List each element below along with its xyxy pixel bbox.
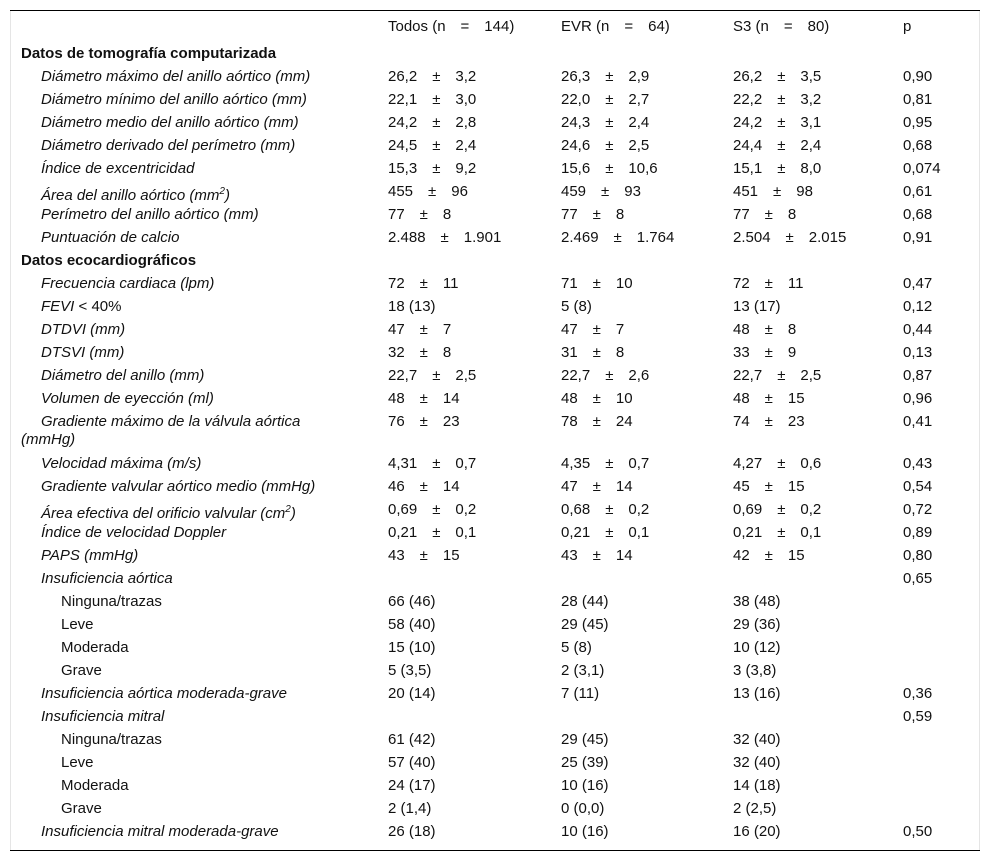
row-label: Índice de velocidad Doppler — [41, 524, 227, 541]
value-evr: 24,6 ± 2,5 — [561, 137, 650, 154]
value-all: 18 (13) — [388, 298, 436, 315]
value-all: 76 ± 23 — [388, 413, 460, 430]
table-row — [17, 68, 975, 91]
value-evr: 5 (8) — [561, 298, 592, 315]
value-evr: 28 (44) — [561, 593, 609, 610]
value-p: 0,95 — [903, 114, 933, 131]
value-all: 48 ± 14 — [388, 390, 460, 407]
value-s3: 77 ± 8 — [733, 206, 797, 223]
table-row — [17, 547, 975, 570]
value-p — [903, 800, 975, 823]
value-all: 0,69 ± 0,2 — [388, 501, 477, 518]
row-label-end: < 40% — [74, 298, 122, 315]
header-evr: EVR (n = 64) — [561, 18, 670, 35]
value-all: 24,2 ± 2,8 — [388, 114, 477, 131]
value-s3: 38 (48) — [733, 593, 781, 610]
table-row — [17, 685, 975, 708]
value-all: 26 (18) — [388, 823, 436, 840]
value-s3: 26,2 ± 3,5 — [733, 68, 822, 85]
value-s3: 24,4 ± 2,4 — [733, 137, 822, 154]
row-label: Diámetro máximo del anillo aórtico (mm) — [41, 68, 311, 85]
value-evr: 2 (3,1) — [561, 662, 605, 679]
value-s3 — [733, 570, 903, 593]
row-sublabel: Ninguna/trazas — [61, 593, 162, 610]
value-all: 15,3 ± 9,2 — [388, 160, 477, 177]
header-all: Todos (n = 144) — [388, 18, 515, 35]
row-label: Insuficiencia mitral moderada-grave — [41, 823, 279, 840]
bottom-rule — [10, 850, 980, 851]
row-label: Gradiente valvular aórtico medio (mmHg) — [41, 478, 316, 495]
top-rule — [10, 10, 980, 11]
left-border — [10, 11, 11, 850]
value-evr: 71 ± 10 — [561, 275, 633, 292]
row-label-main: Área efectiva del orificio valvular (cm — [41, 505, 286, 522]
value-p: 0,65 — [903, 570, 933, 587]
value-evr: 26,3 ± 2,9 — [561, 68, 650, 85]
value-s3: 22,7 ± 2,5 — [733, 367, 822, 384]
value-evr: 5 (8) — [561, 639, 592, 656]
value-s3: 13 (17) — [733, 298, 781, 315]
value-all — [388, 708, 561, 731]
value-s3: 10 (12) — [733, 639, 781, 656]
row-sublabel: Ninguna/trazas — [61, 731, 162, 748]
value-p: 0,074 — [903, 160, 941, 177]
table-row — [17, 390, 975, 413]
value-s3: 33 ± 9 — [733, 344, 797, 361]
value-evr: 2.469 ± 1.764 — [561, 229, 675, 246]
table-row — [17, 501, 975, 524]
value-all: 2.488 ± 1.901 — [388, 229, 502, 246]
row-label-superscript: 2 — [285, 504, 291, 515]
value-evr: 7 (11) — [561, 685, 600, 702]
value-p: 0,68 — [903, 137, 933, 154]
value-p: 0,41 — [903, 413, 933, 430]
table-row — [17, 229, 975, 252]
table-row — [17, 731, 975, 754]
header-label-cell — [17, 16, 388, 45]
value-s3: 48 ± 15 — [733, 390, 805, 407]
row-label — [17, 183, 388, 206]
value-evr: 4,35 ± 0,7 — [561, 455, 650, 472]
value-evr: 22,7 ± 2,6 — [561, 367, 650, 384]
section-title: Datos ecocardiográficos — [21, 252, 197, 269]
value-evr: 29 (45) — [561, 731, 609, 748]
table-row — [17, 160, 975, 183]
value-p: 0,13 — [903, 344, 933, 361]
value-evr: 47 ± 14 — [561, 478, 633, 495]
table-row — [17, 478, 975, 501]
value-all: 2 (1,4) — [388, 800, 432, 817]
row-label: DTSVI (mm) — [41, 344, 125, 361]
value-evr: 43 ± 14 — [561, 547, 633, 564]
table-row — [17, 114, 975, 137]
table-row — [17, 344, 975, 367]
value-p: 0,43 — [903, 455, 933, 472]
value-p: 0,59 — [903, 708, 933, 725]
row-label-end: ) — [224, 187, 230, 204]
value-s3: 74 ± 23 — [733, 413, 805, 430]
table-row — [17, 275, 975, 298]
value-evr: 459 ± 93 — [561, 183, 641, 200]
value-s3: 3 (3,8) — [733, 662, 777, 679]
value-s3: 451 ± 98 — [733, 183, 813, 200]
row-label: Insuficiencia aórtica — [41, 570, 173, 587]
value-evr: 48 ± 10 — [561, 390, 633, 407]
table-row — [17, 206, 975, 229]
table-row — [17, 298, 975, 321]
row-label: Diámetro derivado del perímetro (mm) — [41, 137, 296, 154]
right-border — [979, 11, 980, 850]
value-s3 — [733, 708, 903, 731]
value-p: 0,68 — [903, 206, 933, 223]
value-evr: 47 ± 7 — [561, 321, 625, 338]
value-p: 0,47 — [903, 275, 933, 292]
value-all: 47 ± 7 — [388, 321, 452, 338]
row-label: Índice de excentricidad — [41, 160, 195, 177]
value-s3: 2 (2,5) — [733, 800, 777, 817]
section-ct — [17, 45, 975, 68]
value-p — [903, 754, 975, 777]
row-label: Insuficiencia mitral — [41, 708, 165, 725]
value-p — [903, 731, 975, 754]
value-evr: 29 (45) — [561, 616, 609, 633]
value-s3: 2.504 ± 2.015 — [733, 229, 847, 246]
table-row — [17, 183, 975, 206]
value-s3: 48 ± 8 — [733, 321, 797, 338]
value-p — [903, 662, 975, 685]
row-label-main: Área del anillo aórtico (mm — [41, 187, 220, 204]
value-all: 26,2 ± 3,2 — [388, 68, 477, 85]
row-label-end: ) — [290, 505, 296, 522]
value-s3: 42 ± 15 — [733, 547, 805, 564]
value-p — [903, 616, 975, 639]
row-label-line2: (mmHg) — [21, 431, 76, 448]
row-label: Diámetro del anillo (mm) — [41, 367, 205, 384]
value-all: 22,7 ± 2,5 — [388, 367, 477, 384]
row-label — [17, 501, 388, 524]
value-s3: 0,69 ± 0,2 — [733, 501, 822, 518]
value-p: 0,87 — [903, 367, 933, 384]
row-label-main: FEVI — [41, 298, 75, 315]
value-p: 0,61 — [903, 183, 933, 200]
table-row — [17, 616, 975, 639]
table-row — [17, 639, 975, 662]
table-row — [17, 367, 975, 390]
value-all: 77 ± 8 — [388, 206, 452, 223]
value-p — [903, 593, 975, 616]
row-sublabel: Moderada — [61, 777, 129, 794]
table-row — [17, 777, 975, 800]
row-label: Volumen de eyección (ml) — [41, 390, 214, 407]
row-label: Insuficiencia aórtica moderada-grave — [41, 685, 287, 702]
section-echo — [17, 252, 975, 275]
value-p: 0,36 — [903, 685, 933, 702]
row-label: Perímetro del anillo aórtico (mm) — [41, 206, 259, 223]
row-label: Diámetro mínimo del anillo aórtico (mm) — [41, 91, 307, 108]
value-s3: 15,1 ± 8,0 — [733, 160, 822, 177]
data-table — [17, 16, 975, 846]
value-evr: 31 ± 8 — [561, 344, 625, 361]
table-row — [17, 823, 975, 846]
value-all: 32 ± 8 — [388, 344, 452, 361]
value-evr: 25 (39) — [561, 754, 609, 771]
section-title: Datos de tomografía computarizada — [21, 45, 277, 62]
value-evr: 24,3 ± 2,4 — [561, 114, 650, 131]
value-s3: 32 (40) — [733, 731, 781, 748]
row-sublabel: Moderada — [61, 639, 129, 656]
value-p — [903, 639, 975, 662]
value-all: 66 (46) — [388, 593, 436, 610]
value-p: 0,90 — [903, 68, 933, 85]
value-all — [388, 570, 561, 593]
value-p: 0,91 — [903, 229, 933, 246]
value-evr — [561, 570, 733, 593]
value-s3: 32 (40) — [733, 754, 781, 771]
value-all: 58 (40) — [388, 616, 436, 633]
row-label: PAPS (mmHg) — [41, 547, 139, 564]
value-all: 61 (42) — [388, 731, 436, 748]
value-all: 72 ± 11 — [388, 275, 459, 292]
table-row — [17, 524, 975, 547]
value-evr: 0,68 ± 0,2 — [561, 501, 650, 518]
value-s3: 4,27 ± 0,6 — [733, 455, 822, 472]
value-p: 0,96 — [903, 390, 933, 407]
value-all: 4,31 ± 0,7 — [388, 455, 477, 472]
value-evr: 78 ± 24 — [561, 413, 633, 430]
header-row — [17, 16, 975, 45]
value-s3: 22,2 ± 3,2 — [733, 91, 822, 108]
value-p: 0,81 — [903, 91, 933, 108]
value-s3: 24,2 ± 3,1 — [733, 114, 822, 131]
value-all: 5 (3,5) — [388, 662, 432, 679]
row-label: Velocidad máxima (m/s) — [41, 455, 202, 472]
value-p: 0,72 — [903, 501, 933, 518]
row-label — [17, 413, 388, 455]
value-s3: 14 (18) — [733, 777, 781, 794]
row-label: DTDVI (mm) — [41, 321, 126, 338]
value-s3: 0,21 ± 0,1 — [733, 524, 822, 541]
value-s3: 72 ± 11 — [733, 275, 804, 292]
table-row — [17, 570, 975, 593]
value-all: 46 ± 14 — [388, 478, 460, 495]
table-row — [17, 455, 975, 478]
value-s3: 45 ± 15 — [733, 478, 805, 495]
value-evr: 0,21 ± 0,1 — [561, 524, 650, 541]
value-evr: 0 (0,0) — [561, 800, 605, 817]
table-row — [17, 137, 975, 160]
value-s3: 16 (20) — [733, 823, 781, 840]
value-all: 43 ± 15 — [388, 547, 460, 564]
row-label — [17, 298, 388, 321]
value-s3: 13 (16) — [733, 685, 781, 702]
value-evr: 10 (16) — [561, 777, 609, 794]
value-all: 24 (17) — [388, 777, 436, 794]
value-all: 57 (40) — [388, 754, 436, 771]
header-p: p — [903, 18, 912, 35]
table-row — [17, 754, 975, 777]
value-s3: 29 (36) — [733, 616, 781, 633]
row-sublabel: Grave — [61, 662, 102, 679]
value-evr — [561, 708, 733, 731]
value-all: 455 ± 96 — [388, 183, 468, 200]
value-p: 0,54 — [903, 478, 933, 495]
row-label-line1: Gradiente máximo de la válvula aórtica — [41, 413, 301, 430]
value-evr: 22,0 ± 2,7 — [561, 91, 650, 108]
value-evr: 77 ± 8 — [561, 206, 625, 223]
table-row — [17, 413, 975, 455]
table-row — [17, 321, 975, 344]
header-s3: S3 (n = 80) — [733, 18, 830, 35]
value-p: 0,50 — [903, 823, 933, 840]
value-p: 0,12 — [903, 298, 933, 315]
value-p: 0,80 — [903, 547, 933, 564]
row-label: Puntuación de calcio — [41, 229, 180, 246]
value-p — [903, 777, 975, 800]
value-p: 0,44 — [903, 321, 933, 338]
value-all: 22,1 ± 3,0 — [388, 91, 477, 108]
row-label: Frecuencia cardiaca (lpm) — [41, 275, 215, 292]
row-sublabel: Leve — [61, 754, 94, 771]
table-row — [17, 800, 975, 823]
value-p: 0,89 — [903, 524, 933, 541]
table-row — [17, 91, 975, 114]
value-all: 0,21 ± 0,1 — [388, 524, 477, 541]
row-label-superscript: 2 — [219, 186, 225, 197]
table-row — [17, 708, 975, 731]
value-evr: 15,6 ± 10,6 — [561, 160, 658, 177]
table-row — [17, 662, 975, 685]
value-all: 24,5 ± 2,4 — [388, 137, 477, 154]
value-evr: 10 (16) — [561, 823, 609, 840]
row-sublabel: Grave — [61, 800, 102, 817]
row-label: Diámetro medio del anillo aórtico (mm) — [41, 114, 299, 131]
value-all: 15 (10) — [388, 639, 436, 656]
row-sublabel: Leve — [61, 616, 94, 633]
value-all: 20 (14) — [388, 685, 436, 702]
table-row — [17, 593, 975, 616]
